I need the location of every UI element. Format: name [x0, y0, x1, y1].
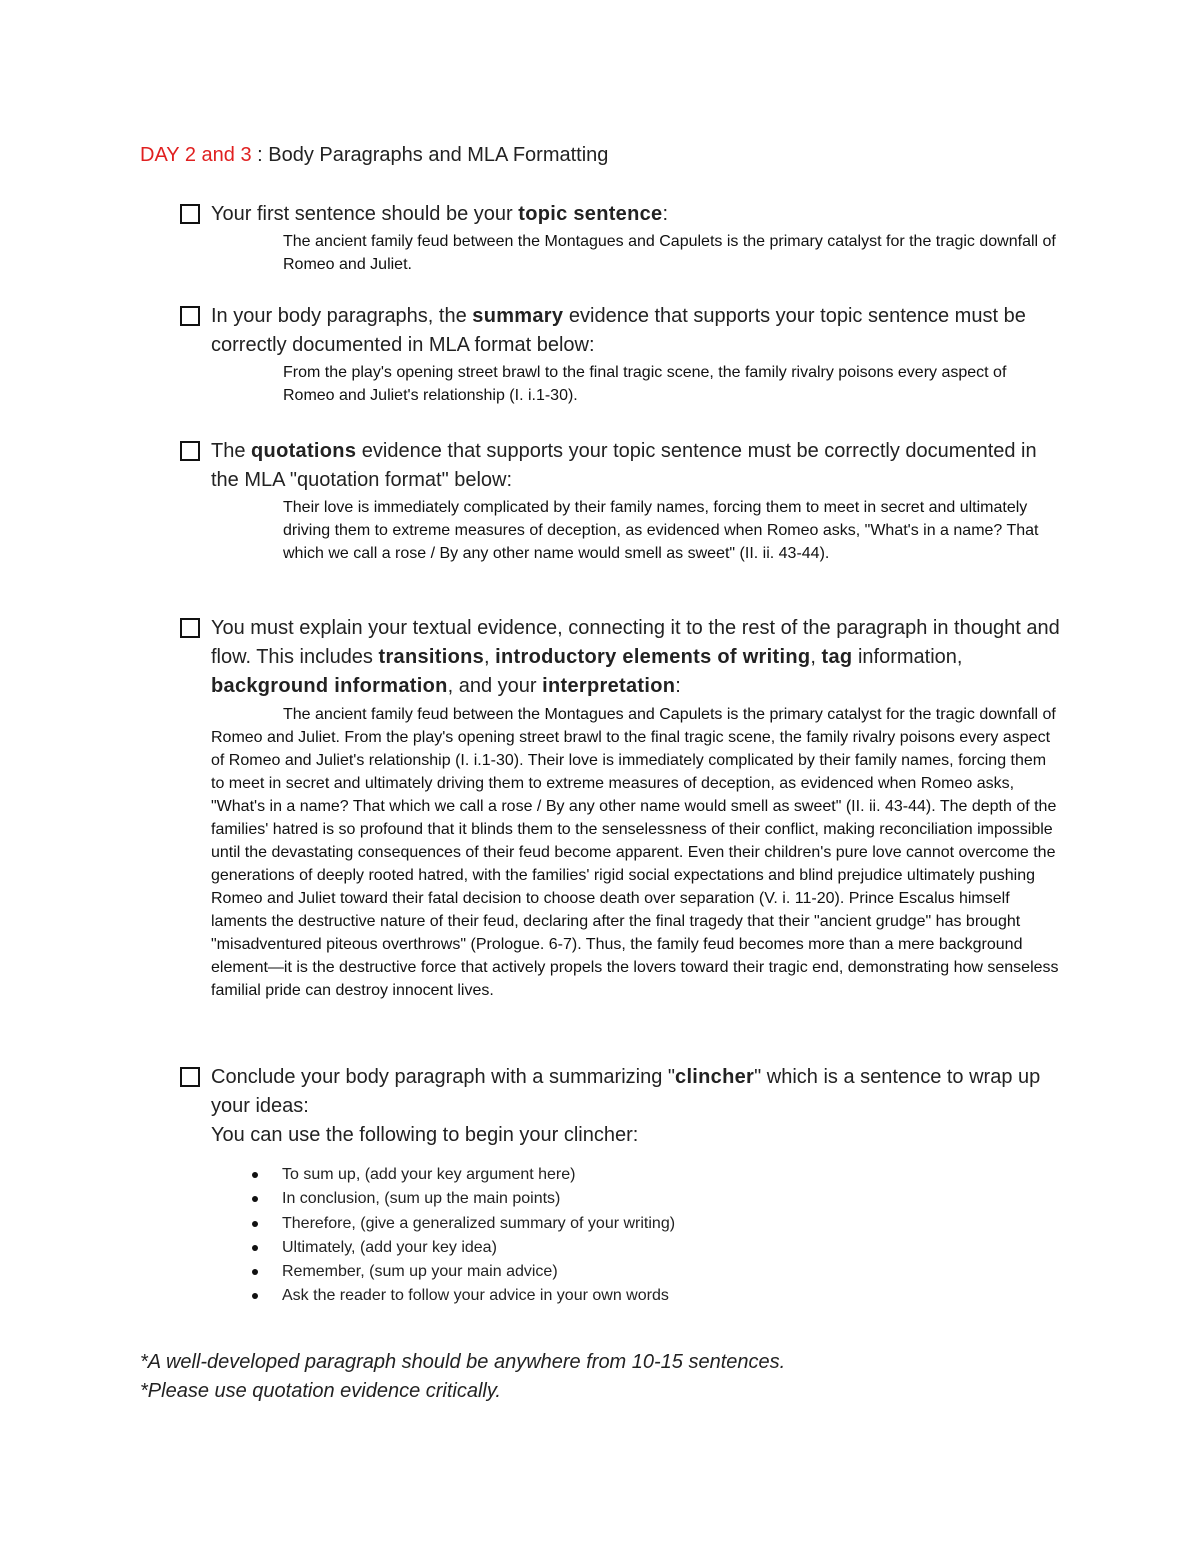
bullet-icon — [252, 1172, 258, 1178]
item-prompt: Conclude your body paragraph with a summarizing "clincher" which is a sentence to wrap up your ideas: — [211, 1066, 1041, 1117]
list-item: To sum up, (add your key argument here) — [252, 1163, 1060, 1187]
bullet-icon — [252, 1245, 258, 1251]
checklist-item-quotations — [180, 437, 1060, 565]
example-text: From the play's opening street brawl to the final tragic scene, the family rivalry poisons every aspect of Romeo and Juliet's relationship (I. i.1-30). — [283, 364, 1007, 404]
list-item: In conclusion, (sum up the main points) — [252, 1187, 1060, 1211]
title-text: : Body Paragraphs and MLA Formatting — [251, 144, 609, 166]
list-item: Therefore, (give a generalized summary of your writing) — [252, 1212, 1060, 1236]
bullet-icon — [252, 1293, 258, 1299]
item-prompt: You must explain your textual evidence, connecting it to the rest of the paragraph in thought and flow. This includes transitions, introductory elements of writing, tag information, background information, and your interpretation: — [211, 617, 1060, 697]
checkbox[interactable] — [180, 1067, 200, 1087]
checklist-item-explanation — [180, 614, 1060, 1002]
checkbox[interactable] — [180, 441, 200, 461]
clincher-subhead: You can use the following to begin your clincher: — [211, 1124, 639, 1146]
example-text: Their love is immediately complicated by their family names, forcing them to meet in secret and ultimately driving them to extreme measures of deception, as evidenced when Romeo asks, "What's in a name? That which we call a rose / By any other name would smell as sweet" (II. ii. 43-44). — [283, 499, 1039, 562]
item-prompt: Your first sentence should be your topic sentence: — [211, 203, 669, 225]
bullet-icon — [252, 1269, 258, 1275]
example-text: The ancient family feud between the Montagues and Capulets is the primary catalyst for the tragic downfall of Romeo and Juliet. — [283, 233, 1056, 273]
checklist-item-summary — [180, 302, 1060, 407]
item-prompt: The quotations evidence that supports your topic sentence must be correctly documented in the MLA "quotation format" below: — [211, 440, 1037, 491]
bullet-icon — [252, 1221, 258, 1227]
checklist-item-clincher — [180, 1063, 1060, 1309]
list-item: Ask the reader to follow your advice in your own words — [252, 1284, 1060, 1308]
item-prompt: In your body paragraphs, the summary evidence that supports your topic sentence must be correctly documented in MLA format below: — [211, 305, 1026, 356]
note-paragraph-length: *A well-developed paragraph should be anywhere from 10-15 sentences. — [140, 1351, 786, 1373]
bullet-icon — [252, 1196, 258, 1202]
list-item: Remember, (sum up your main advice) — [252, 1260, 1060, 1284]
clincher-list — [252, 1163, 1060, 1309]
day-label: DAY 2 and 3 — [140, 144, 252, 166]
footnotes — [140, 1348, 785, 1406]
note-quotation-evidence: *Please use quotation evidence critically. — [140, 1380, 501, 1402]
example-paragraph: The ancient family feud between the Montagues and Capulets is the primary catalyst for the tragic downfall of Romeo and Juliet. From the play's opening street brawl to the final tragic scene, the family rivalry poisons every aspect of Romeo and Juliet's relationship (I. i.1-30). Their love is immediately complicated by their family names, forcing them to meet in secret and ultimately driving them to extreme measures of deception, as evidenced when Romeo asks, "What's in a name? That which we call a rose / By any other name would smell as sweet" (II. ii. 43-44). The depth of the families' hatred is so profound that it blinds them to the senselessness of their conflict, making reconciliation impossible until the devastating consequences of their feud become apparent. Even their children's pure love cannot overcome the generations of deeply rooted hatred, with the families' rigid social expectations and blind prejudice ultimately pushing Romeo and Juliet toward their fatal decision to choose death over separation (V. i. 11-20). Prince Escalus himself laments the destructive nature of their feud, declaring after the final tragedy that their "ancient grudge" has brought "misadventured piteous overthrows" (Prologue. 6-7). Thus, the family feud becomes more than a mere background element—it is the destructive force that actively propels the lovers toward their tragic end, demonstrating how senseless familial pride can destroy innocent lives. — [211, 706, 1059, 999]
checkbox[interactable] — [180, 204, 200, 224]
list-item: Ultimately, (add your key idea) — [252, 1236, 1060, 1260]
checkbox[interactable] — [180, 618, 200, 638]
page-title — [140, 142, 608, 168]
checklist-item-topic-sentence — [180, 200, 1060, 276]
checkbox[interactable] — [180, 306, 200, 326]
